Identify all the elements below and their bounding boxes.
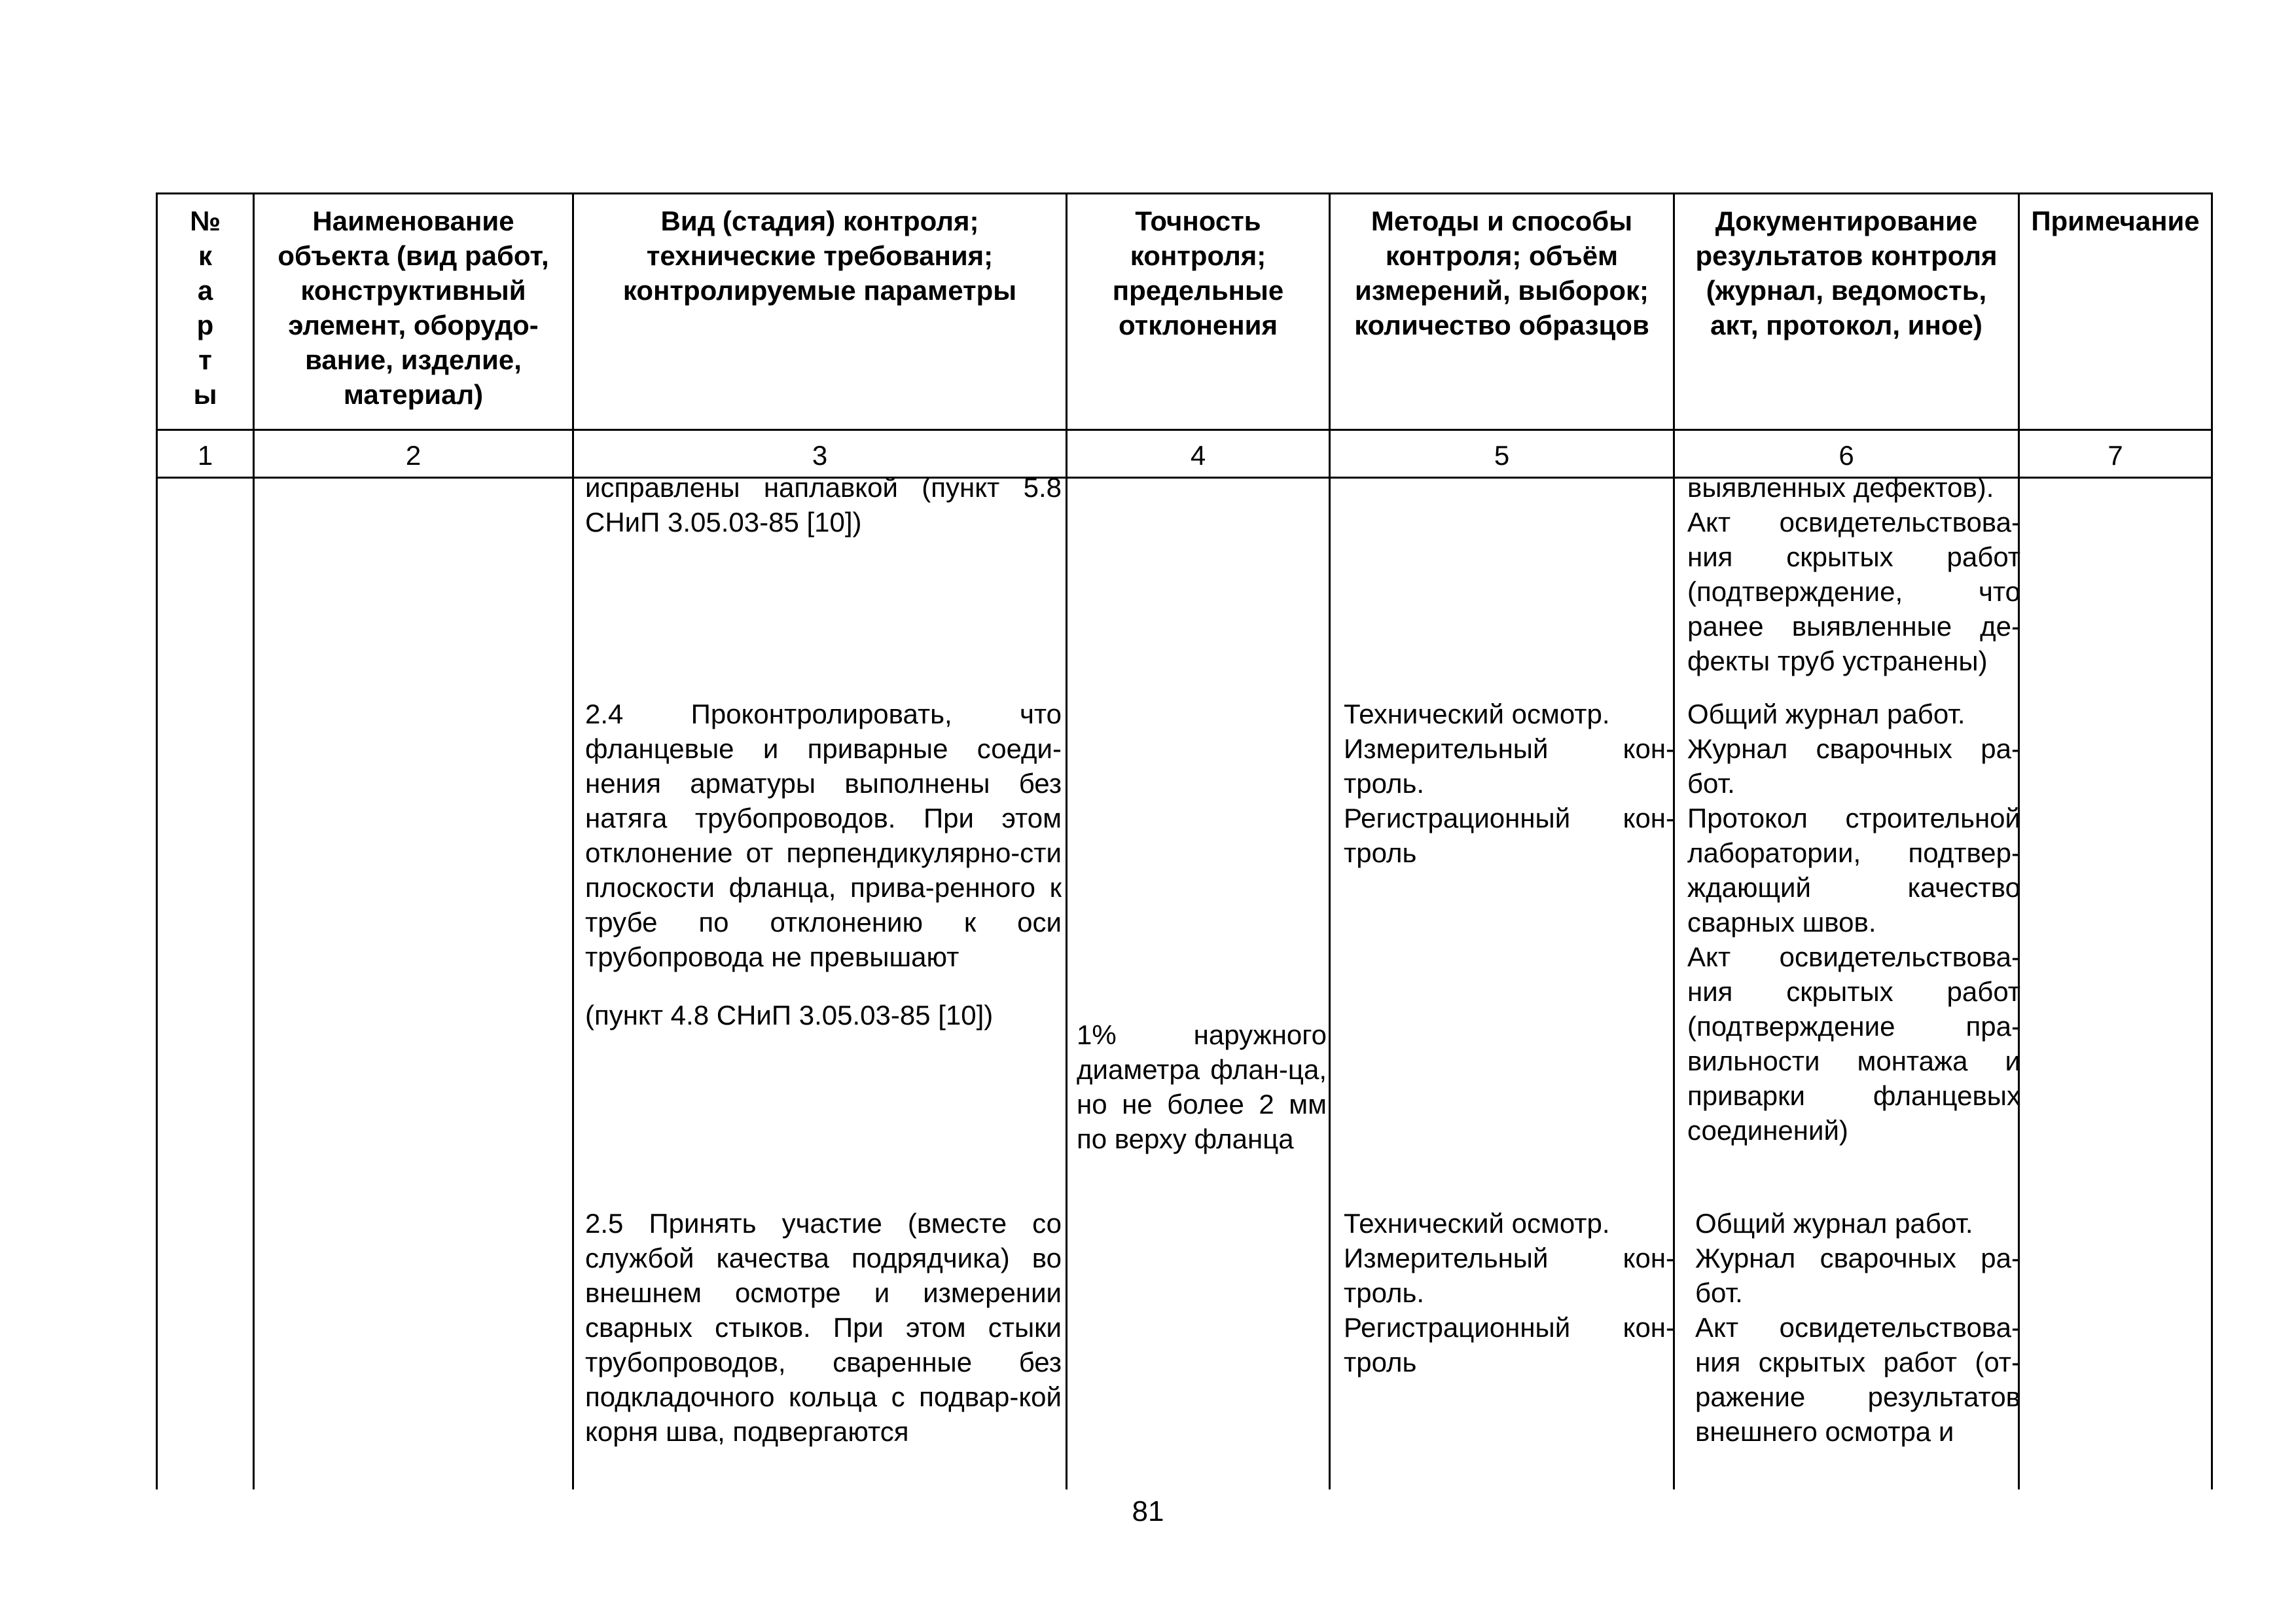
- page-number: 81: [1132, 1495, 1164, 1527]
- header-documentation: [1674, 194, 2019, 430]
- header-line: количество образцов: [1354, 310, 1649, 340]
- method-line: Регистрационный кон-троль: [1344, 803, 1675, 868]
- header-card-letter: ы: [193, 379, 217, 410]
- requirement-paragraph: 2.4 Проконтролировать, что фланцевые и приварные соеди-нения арматуры выполнены без натяга трубопроводов. При этом отклонение от перпендикулярно-сти плоскости фланца, прива-ренного к трубе по отклонению к оси трубопровода не превышают: [585, 699, 1062, 972]
- column-number: 3: [573, 430, 1067, 478]
- accuracy-paragraph: 1% наружного диаметра флан-ца, но не более 2 мм по верху фланца: [1077, 1019, 1327, 1154]
- method-line: Измерительный кон-троль.: [1344, 733, 1675, 799]
- column-number: 2: [254, 430, 573, 478]
- header-card-letter: к: [198, 240, 213, 271]
- documentation-line: Общий журнал работ.: [1687, 699, 1965, 729]
- header-line: вание, изделие,: [305, 344, 522, 375]
- control-requirement-reference: [585, 998, 1062, 1032]
- header-card-number: [157, 194, 254, 430]
- header-line: элемент, оборудо-: [288, 310, 539, 340]
- documentation-line: выявленных дефектов).: [1687, 472, 1994, 503]
- method-line: Измерительный кон-троль.: [1344, 1243, 1675, 1308]
- requirement-paragraph: исправлены наплавкой (пункт 5.8 СНиП 3.05.03-85 [10]): [585, 472, 1062, 538]
- header-line: Методы и способы: [1371, 206, 1633, 236]
- header-card-letter: р: [196, 310, 214, 340]
- column-number: 4: [1067, 430, 1330, 478]
- method-line: Технический осмотр.: [1344, 699, 1610, 729]
- header-line: Наименование: [312, 206, 514, 236]
- header-line: Примечание: [2031, 206, 2200, 236]
- requirement-reference: (пункт 4.8 СНиП 3.05.03-85 [10]): [585, 1000, 994, 1030]
- method-line: Регистрационный кон-троль: [1344, 1312, 1675, 1377]
- header-accuracy: [1067, 194, 1330, 430]
- header-line: результатов контроля: [1695, 240, 1998, 271]
- header-line: контролируемые параметры: [622, 275, 1017, 306]
- accuracy-text: [1077, 1017, 1327, 1156]
- header-line: технические требования;: [646, 240, 994, 271]
- header-line: объекта (вид работ,: [278, 240, 549, 271]
- documentation-line: Акт освидетельствова-ния скрытых работ (подтверждение, что ранее выявленные де-фекты труб устранены): [1687, 507, 2020, 676]
- column-number: 1: [157, 430, 254, 478]
- method-line: Технический осмотр.: [1344, 1208, 1610, 1239]
- control-requirement-text: [585, 1206, 1062, 1449]
- documentation-line: Журнал сварочных ра-бот.: [1687, 733, 2020, 799]
- cell-object: [254, 478, 573, 1490]
- header-line: Документирование: [1715, 206, 1978, 236]
- header-line: контроля;: [1130, 240, 1266, 271]
- header-control-type: [573, 194, 1067, 430]
- header-line: отклонения: [1119, 310, 1278, 340]
- requirement-paragraph: 2.5 Принять участие (вместе со службой качества подрядчика) во внешнем осмотре и измерении сварных стыков. При этом стыки трубопроводов, сваренные без подкладочного кольца с подвар-кой корня шва, подвергаются: [585, 1208, 1062, 1447]
- header-note: [2019, 194, 2212, 430]
- methods-text: [1344, 697, 1675, 870]
- header-card-letter: №: [190, 206, 221, 236]
- documentation-text: [1695, 1206, 2020, 1449]
- documentation-text: [1687, 697, 2020, 1148]
- header-line: акт, протокол, иное): [1710, 310, 1982, 340]
- documentation-text: [1687, 470, 2020, 678]
- documentation-line: Акт освидетельствова-ния скрытых работ (подтверждение пра-вильности монтажа и приварки фланцевых соединений): [1687, 941, 2020, 1146]
- header-line: материал): [343, 379, 484, 410]
- header-line: конструктивный: [300, 275, 526, 306]
- column-number: 7: [2019, 430, 2212, 478]
- header-line: Точность: [1135, 206, 1261, 236]
- header-line: измерений, выборок;: [1354, 275, 1649, 306]
- header-line: предельные: [1112, 275, 1284, 306]
- table-header-row: [157, 194, 2212, 430]
- cell-accuracy: [1067, 478, 1330, 1490]
- header-card-letter: т: [198, 344, 212, 375]
- documentation-line: Акт освидетельствова-ния скрытых работ (от-ражение результатов внешнего осмотра и: [1695, 1312, 2020, 1447]
- documentation-line: Общий журнал работ.: [1695, 1208, 1973, 1239]
- control-requirement-text: [585, 470, 1062, 539]
- header-methods: [1330, 194, 1674, 430]
- documentation-line: Журнал сварочных ра-бот.: [1695, 1243, 2020, 1308]
- header-line: Вид (стадия) контроля;: [660, 206, 979, 236]
- control-requirement-text: [585, 697, 1062, 974]
- methods-text: [1344, 1206, 1675, 1379]
- column-number: 6: [1674, 430, 2019, 478]
- column-number: 5: [1330, 430, 1674, 478]
- header-object-name: [254, 194, 573, 430]
- header-card-letter: а: [197, 275, 213, 306]
- cell-card: [157, 478, 254, 1490]
- cell-note: [2019, 478, 2212, 1490]
- documentation-line: Протокол строительной лаборатории, подтвер-ждающий качество сварных швов.: [1687, 803, 2020, 938]
- header-line: контроля; объём: [1385, 240, 1619, 271]
- header-line: (журнал, ведомость,: [1706, 275, 1987, 306]
